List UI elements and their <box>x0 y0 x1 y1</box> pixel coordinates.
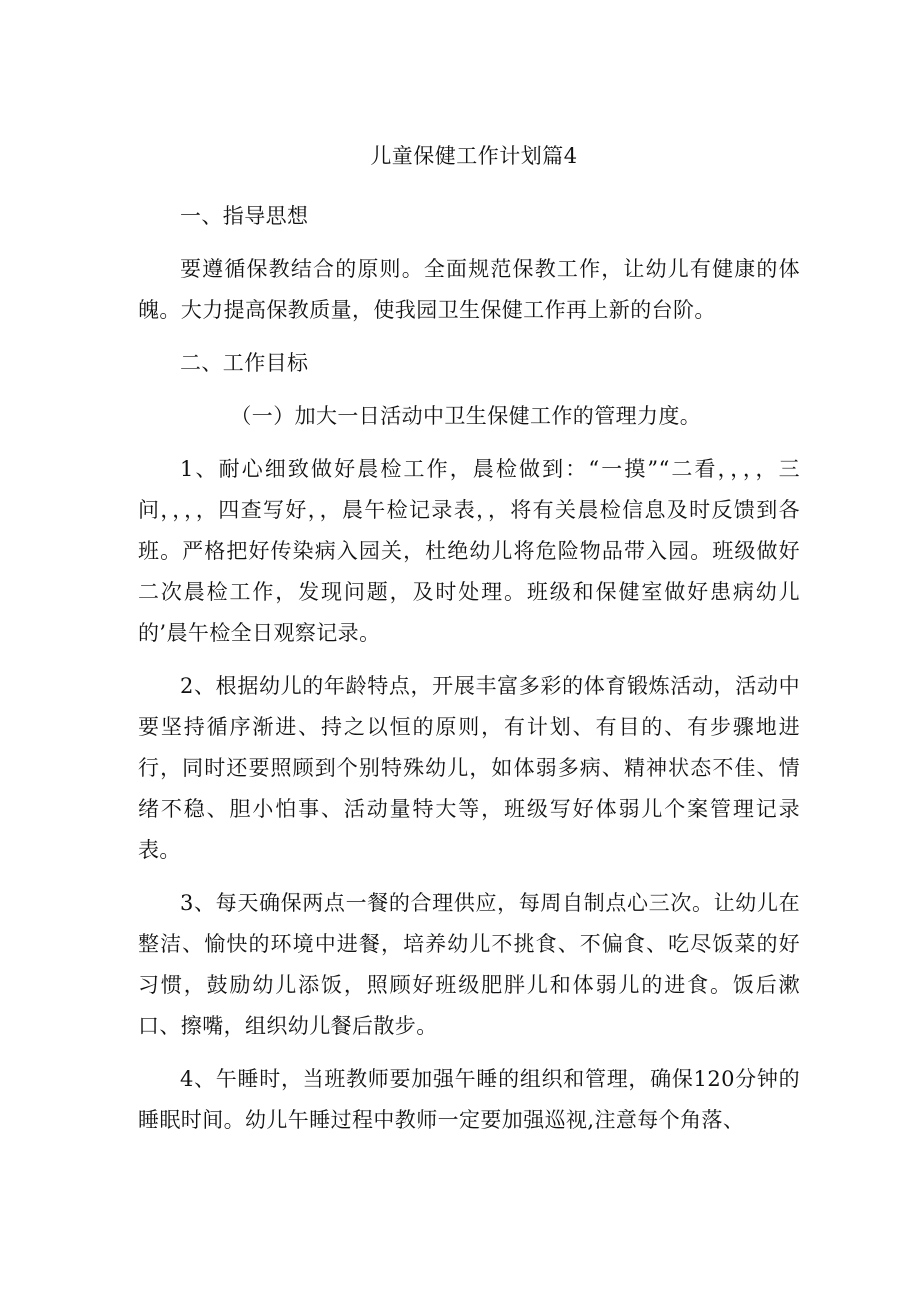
paragraph-item-4-nap: 4、午睡时，当班教师要加强午睡的组织和管理，确保120分钟的睡眠时间。幼儿午睡过程中教师一定要加强巡视,注意每个角落、 <box>138 1067 800 1132</box>
paragraph-item-2-physical-activity: 2、根据幼儿的年龄特点，开展丰富多彩的体育锻炼活动，活动中要坚持循序渐进、持之以恒的原则，有计划、有目的、有步骤地进行，同时还要照顾到个别特殊幼儿，如体弱多病、精神状态不佳、情绪不稳、胆小怕事、活动量特大等，班级写好体弱儿个案管理记录表。 <box>138 674 800 862</box>
document-title: 儿童保健工作计划篇4 <box>370 144 578 168</box>
paragraph-guiding-ideology: 要遵循保教结合的原则。全面规范保教工作，让幼儿有健康的体魄。大力提高保教质量，使我园卫生保健工作再上新的台阶。 <box>138 257 800 322</box>
paragraph-item-3-meals: 3、每天确保两点一餐的合理供应，每周自制点心三次。让幼儿在整洁、愉快的环境中进餐，培养幼儿不挑食、不偏食、吃尽饭菜的好习惯，鼓励幼儿添饭，照顾好班级肥胖儿和体弱儿的进食。饭后漱口、擦嘴，组织幼儿餐后散步。 <box>138 891 800 1038</box>
section-heading-guiding-ideology: 一、指导思想 <box>180 204 309 228</box>
paragraph-item-1-morning-check: 1、耐心细致做好晨检工作，晨检做到：“一摸”“二看，，，，三问，，，，四查写好，，晨午检记录表，，将有关晨检信息及时反馈到各班。严格把好传染病入园关，杜绝幼儿将危险物品带入园。班级做好二次晨检工作，发现问题，及时处理。班级和保健室做好患病幼儿的’晨午检全日观察记录。 <box>138 457 800 645</box>
subsection-heading-daily-management: （一）加大一日活动中卫生保健工作的管理力度。 <box>230 404 702 428</box>
section-heading-work-goals: 二、工作目标 <box>180 351 309 375</box>
